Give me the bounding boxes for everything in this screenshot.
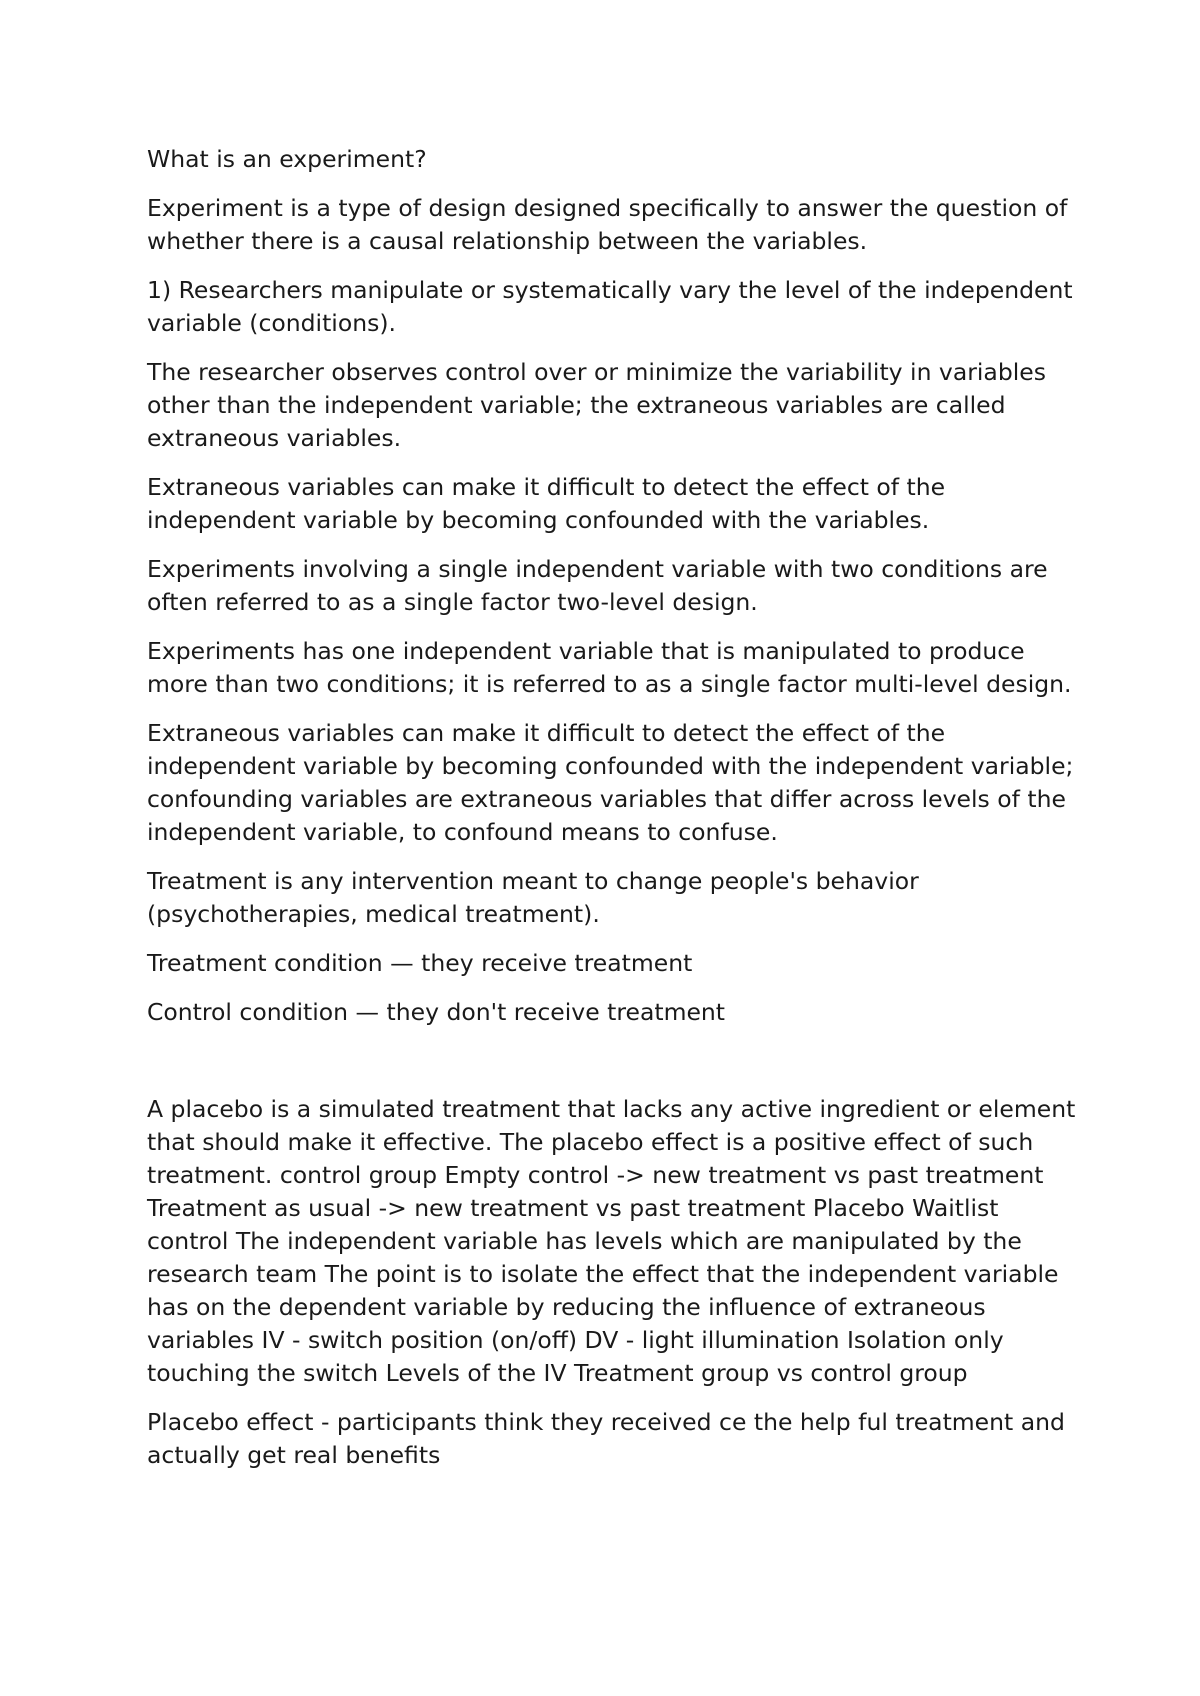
paragraph-placebo: A placebo is a simulated treatment that lacks any active ingredient or element that should make it effective. The placebo effect is a positive effect of such treatment. control group Empty control -> new treatment vs past treatment Treatment as usual -> new treatment vs past treatment Placebo Waitlist control The independent variable has levels which are manipulated by the research team The point is to isolate the effect that the independent variable has on the dependent variable by reducing the influence of extraneous variables IV - switch position (on/off) DV - light illumination Isolation only touching the switch Levels of the IV Treatment group vs control group (147, 1095, 1076, 1387)
paragraph-treatment-definition: Treatment is any intervention meant to change people's behavior (psychotherapies, medical treatment). (147, 867, 919, 928)
paragraph-treatment-condition: Treatment condition — they receive treatment (147, 949, 693, 977)
document-title: What is an experiment? (147, 145, 427, 173)
paragraph-manipulate-iv: 1) Researchers manipulate or systematically vary the level of the independent variable (conditions). (147, 276, 1073, 337)
paragraph-control-condition: Control condition — they don't receive treatment (147, 998, 726, 1026)
document-page (147, 143, 1077, 1488)
blank-line (147, 1045, 1077, 1093)
paragraph-single-factor-multi-level: Experiments has one independent variable that is manipulated to produce more than two conditions; it is referred to as a single factor multi-level design. (147, 637, 1072, 698)
paragraph-placebo-effect: Placebo effect - participants think they received ce the help ful treatment and actually get real benefits (147, 1408, 1065, 1469)
paragraph-control-variability: The researcher observes control over or minimize the variability in variables other than the independent variable; the extraneous variables are called extraneous variables. (147, 358, 1046, 452)
paragraph-single-factor-two-level: Experiments involving a single independent variable with two conditions are often referred to as a single factor two-level design. (147, 555, 1048, 616)
paragraph-confounding-variables: Extraneous variables can make it difficult to detect the effect of the independent variable by becoming confounded with the independent variable; confounding variables are extraneous variables that differ across levels of the independent variable, to confound means to confuse. (147, 719, 1074, 846)
paragraph-experiment-definition: Experiment is a type of design designed specifically to answer the question of whether there is a causal relationship between the variables. (147, 194, 1068, 255)
paragraph-extraneous-confounded: Extraneous variables can make it difficult to detect the effect of the independent variable by becoming confounded with the variables. (147, 473, 946, 534)
